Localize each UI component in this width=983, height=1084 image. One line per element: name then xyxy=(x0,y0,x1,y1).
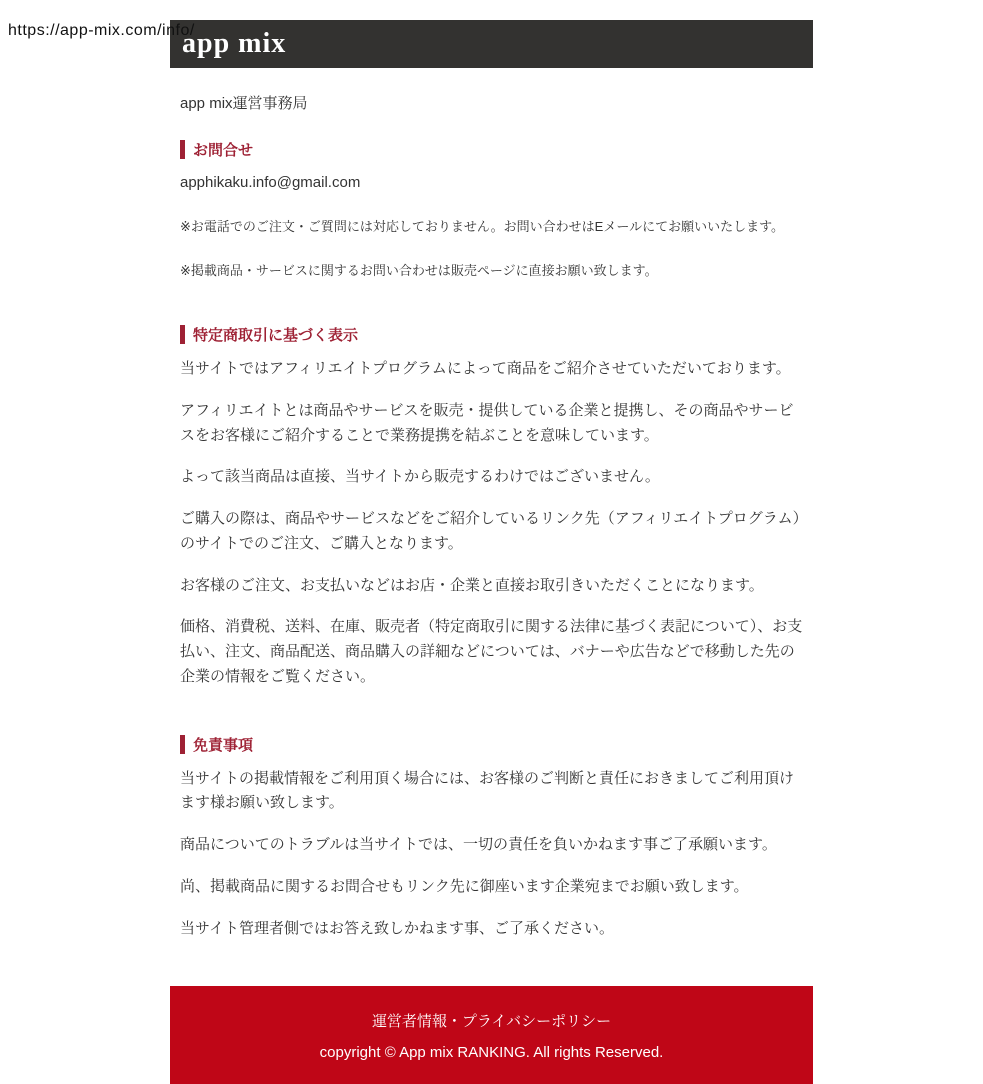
heading-accent-bar xyxy=(180,140,185,159)
disclaimer-heading xyxy=(180,734,803,755)
contact-heading xyxy=(180,139,803,160)
contact-note: ※掲載商品・サービスに関するお問い合わせは販売ページに直接お願い致します。 xyxy=(180,262,658,278)
site-header xyxy=(170,20,813,68)
contact-note: ※お電話でのご注文・ご質問には対応しておりません。お問い合わせはEメールにてお願いいたします。 xyxy=(180,219,785,234)
tokutei-paragraph: アフィリエイトとは商品やサービスを販売・提供している企業と提携し、その商品やサービスをお客様にご紹介することで業務提携を結ぶことを意味しています。 xyxy=(180,401,794,444)
tokutei-paragraph: ご購入の際は、商品やサービスなどをご紹介しているリンク先（アフィリエイトプログラム）のサイトでのご注文、ご購入となります。 xyxy=(180,510,801,552)
page-url-caption: https://app-mix.com/info/ xyxy=(8,22,195,39)
contact-email: apphikaku.info@gmail.com xyxy=(180,174,361,191)
contact-heading-label: お問合せ xyxy=(193,142,254,159)
tokutei-heading xyxy=(180,324,803,345)
section-disclaimer xyxy=(180,734,803,942)
tokutei-paragraph: 当サイトではアフィリエイトプログラムによって商品をご紹介させていただいております。 xyxy=(180,360,791,377)
disclaimer-paragraph: 当サイトの掲載情報をご利用頂く場合には、お客様のご判断と責任におきましてご利用頂けます様お願い致します。 xyxy=(180,769,794,812)
disclaimer-paragraph: 商品についてのトラブルは当サイトでは、一切の責任を負いかねます事ご了承願います。 xyxy=(180,836,777,853)
disclaimer-paragraph: 尚、掲載商品に関するお問合せもリンク先に御座います企業宛までお願い致します。 xyxy=(180,877,749,895)
site-footer xyxy=(170,986,813,1084)
tokutei-paragraph: よって該当商品は直接、当サイトから販売するわけではございません。 xyxy=(180,468,660,486)
tokutei-paragraph: 価格、消費税、送料、在庫、販売者（特定商取引に関する法律に基づく表記について）、お支払い、注文、商品配送、商品購入の詳細などについては、バナーや広告などで移動した先の企業の情報をご覧ください。 xyxy=(180,618,803,685)
section-tokutei xyxy=(180,324,803,690)
page-content xyxy=(170,92,813,941)
tokutei-paragraph: お客様のご注文、お支払いなどはお店・企業と直接お取引きいただくことになります。 xyxy=(180,576,764,594)
section-contact xyxy=(180,139,803,280)
main-container xyxy=(170,20,813,1084)
operator-name: app mix運営事務局 xyxy=(180,95,308,112)
footer-privacy-link[interactable]: 運営者情報・プライバシーポリシー xyxy=(371,1012,612,1030)
disclaimer-paragraph: 当サイト管理者側ではお答え致しかねます事、ご了承ください。 xyxy=(180,919,614,937)
tokutei-heading-label: 特定商取引に基づく表示 xyxy=(193,327,359,344)
footer-copyright: copyright © App mix RANKING. All rights Reserved. xyxy=(319,1043,664,1061)
heading-accent-bar xyxy=(180,325,185,344)
site-title: app mix xyxy=(182,28,287,59)
heading-accent-bar xyxy=(180,735,185,754)
disclaimer-heading-label: 免責事項 xyxy=(193,736,254,754)
